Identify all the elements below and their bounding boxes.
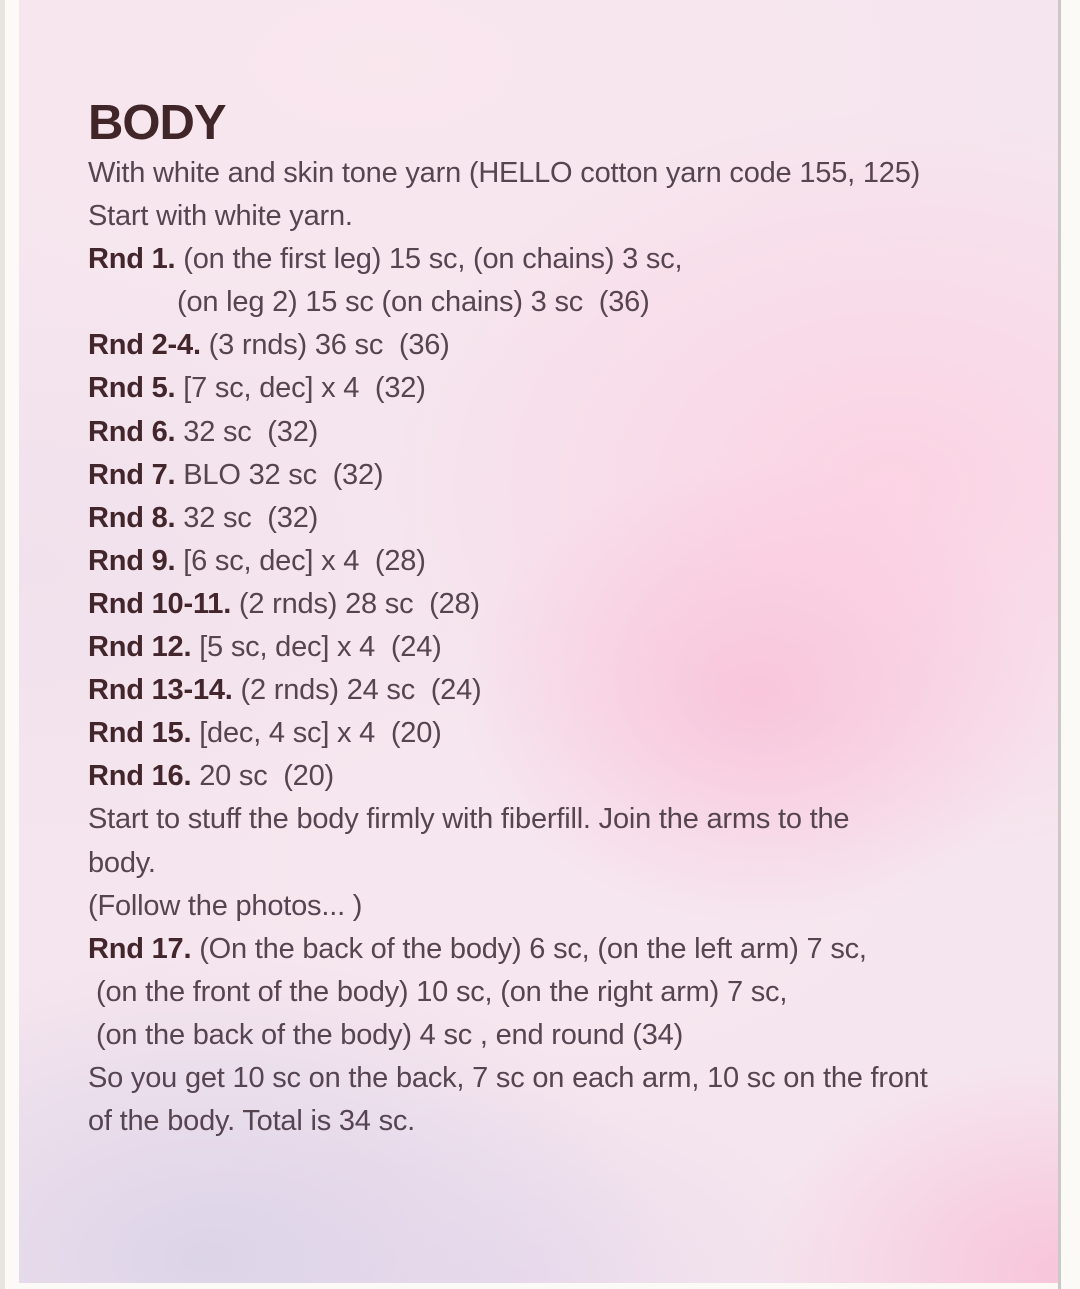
line-text: (on leg 2) 15 sc (on chains) 3 sc (36) [177,286,650,319]
line-text: (On the back of the body) 6 sc, (on the left arm) 7 sc, [191,932,867,965]
round-label: Rnd 7. [88,458,176,491]
pattern-section [19,0,1058,1283]
line-text: body. [88,846,156,879]
line-text: (on the front of the body) 10 sc, (on the right arm) 7 sc, [96,975,788,1008]
round-label: Rnd 9. [88,544,176,577]
line-text: (on the back of the body) 4 sc , end round (34) [96,1018,684,1051]
pattern-line [88,626,1058,669]
pattern-line [88,755,1058,798]
line-text: 20 sc (20) [191,760,335,793]
pattern-line [88,669,1058,712]
pattern-line [88,1057,1058,1100]
line-text: (on the first leg) 15 sc, (on chains) 3 sc, [175,243,683,276]
round-label: Rnd 2-4. [88,329,201,362]
line-text: With white and skin tone yarn (HELLO cotton yarn code 155, 125) [88,157,921,189]
round-label: Rnd 1. [88,243,176,276]
line-text: (3 rnds) 36 sc (36) [200,329,450,362]
pattern-line [88,971,1058,1014]
line-text: 32 sc (32) [175,415,319,448]
line-text: Start to stuff the body firmly with fiberfill. Join the arms to the [88,803,850,836]
pattern-line [88,712,1058,755]
line-text: [5 sc, dec] x 4 (24) [191,631,442,664]
line-text: 32 sc (32) [175,501,319,534]
round-label: Rnd 17. [88,932,192,965]
pattern-line [88,152,1058,195]
pattern-line [88,454,1058,497]
line-text: [7 sc, dec] x 4 (32) [175,372,426,405]
page-left-edge [0,0,5,1289]
pattern-line [88,885,1058,928]
pattern-line [88,195,1058,238]
pattern-line [88,1014,1058,1057]
round-label: Rnd 16. [88,760,192,793]
line-text: (2 rnds) 28 sc (28) [231,587,480,620]
pattern-line [88,928,1058,971]
pattern-line [88,842,1058,885]
round-label: Rnd 6. [88,415,176,448]
pattern-line [88,583,1058,626]
line-text: of the body. Total is 34 sc. [88,1105,416,1138]
line-text: (2 rnds) 24 sc (24) [232,674,482,707]
pattern-line [88,497,1058,540]
pattern-line [88,324,1058,367]
round-label: Rnd 5. [88,372,176,405]
pattern-line [88,281,1058,324]
round-label: Rnd 15. [88,717,192,750]
pattern-line [88,540,1058,583]
pattern-line [88,238,1058,281]
line-text: Start with white yarn. [88,200,353,233]
line-text: (Follow the photos... ) [88,889,363,922]
round-label: Rnd 13-14. [88,674,233,707]
line-text: [dec, 4 sc] x 4 (20) [191,717,442,750]
pattern-line [88,411,1058,454]
line-text: BLO 32 sc (32) [175,458,384,491]
round-label: Rnd 12. [88,631,192,664]
line-text: So you get 10 sc on the back, 7 sc on each arm, 10 sc on the front [88,1061,928,1094]
section-title: BODY [88,96,226,150]
pattern-line [88,798,1058,841]
pattern-line [88,1100,1058,1143]
pattern-line [88,367,1058,410]
round-label: Rnd 8. [88,501,176,534]
line-text: [6 sc, dec] x 4 (28) [175,544,426,577]
page-right-edge [1058,0,1061,1289]
round-label: Rnd 10-11. [88,587,232,620]
pattern-lines [88,152,1058,1143]
